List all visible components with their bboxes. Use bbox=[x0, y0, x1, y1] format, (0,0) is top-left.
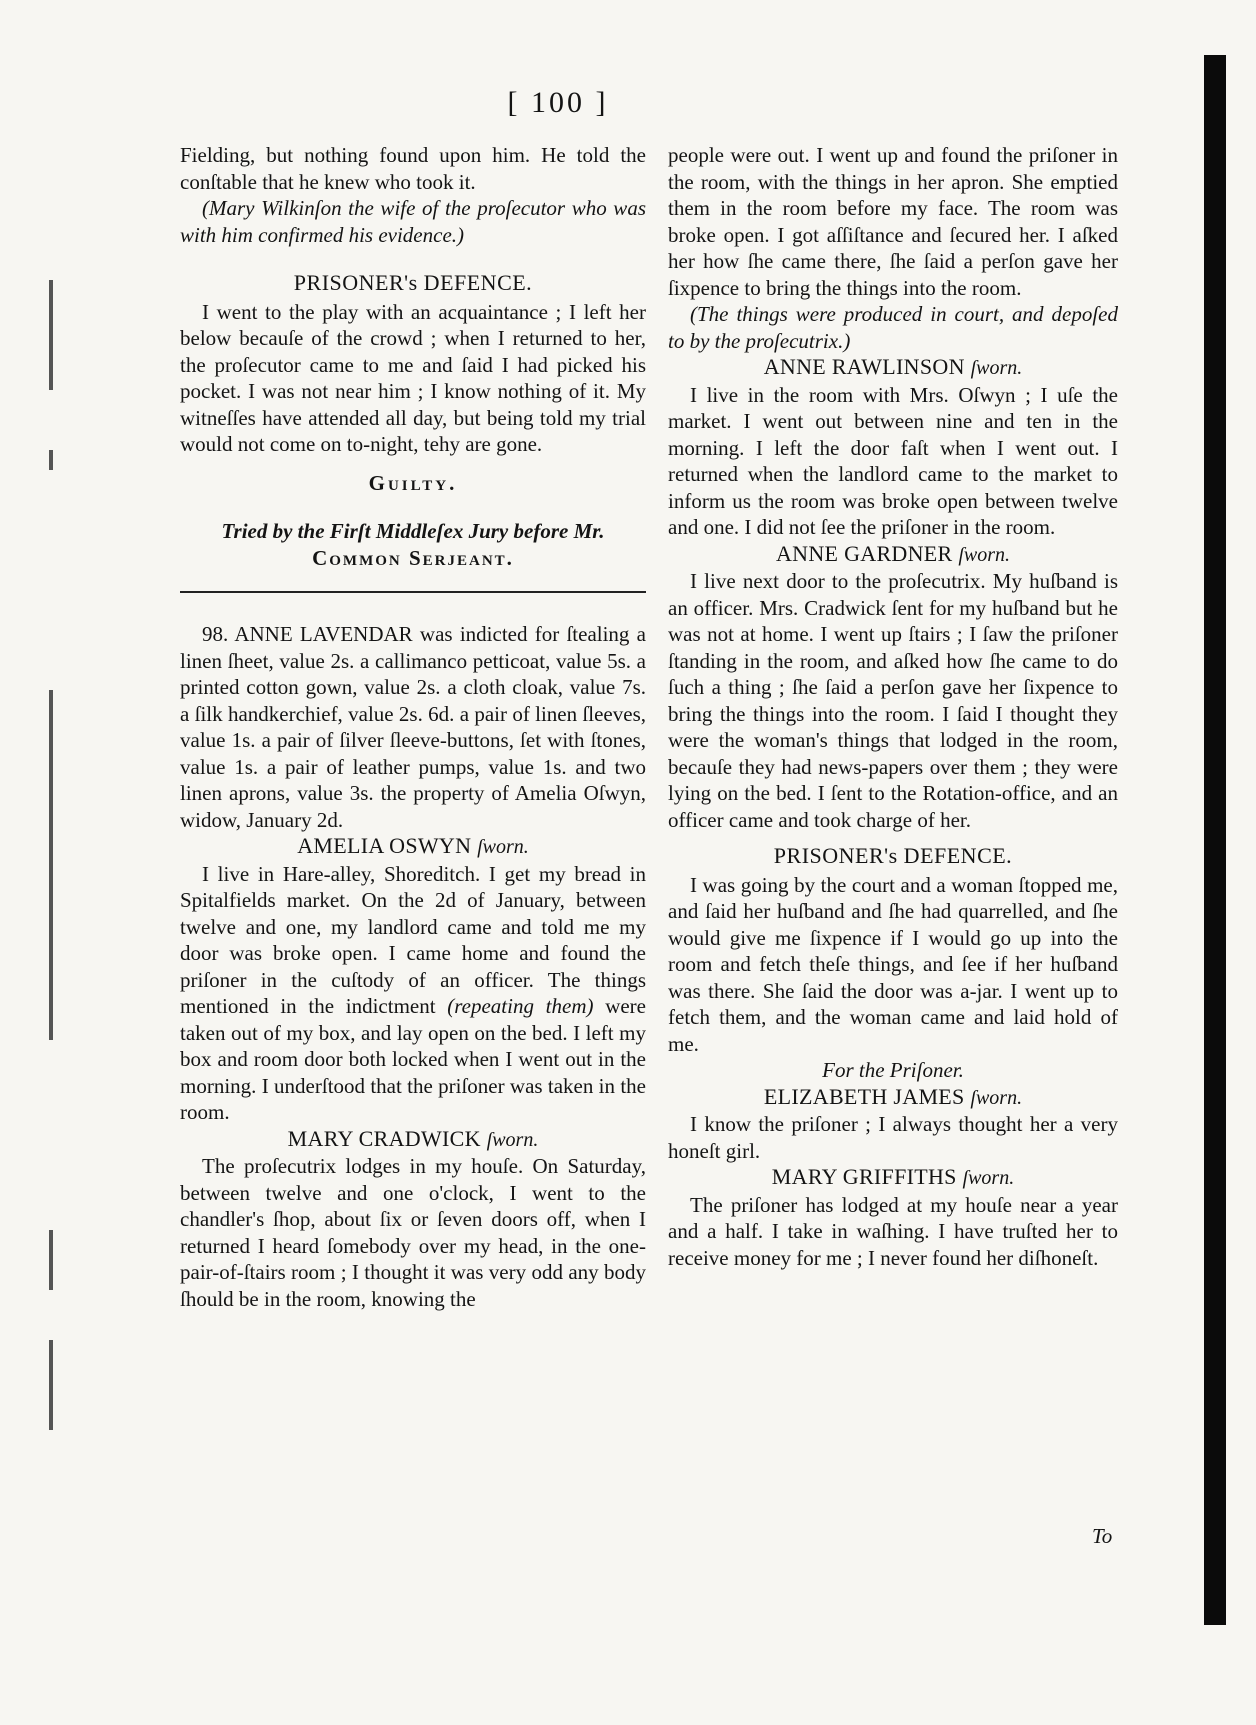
sworn-label: ſworn. bbox=[958, 543, 1011, 566]
for-prisoner-label: For the Priſoner. bbox=[822, 1058, 964, 1082]
sworn-label: ſworn. bbox=[486, 1128, 539, 1151]
verdict: Guilty. bbox=[368, 470, 458, 495]
witness-heading bbox=[668, 1084, 1118, 1112]
witness-heading bbox=[180, 833, 646, 861]
witness-name: MARY CRADWICK bbox=[287, 1125, 481, 1151]
paragraph: I was going by the court and a woman ſtopped me, and ſaid her huſband and ſhe had quarrelled, and ſhe would give me ſixpence if I would go up into the room and fetch theſe things, and ſee if her huſband was there. She ſaid the door was a-jar. I went up to fetch them, and the woman came and laid hold of me. bbox=[668, 872, 1118, 1056]
italic-note: (The things were produced in court, and depoſed to by the proſecutrix.) bbox=[668, 302, 1118, 353]
jury-line: Common Serjeant. bbox=[312, 545, 514, 570]
witness-name: ANNE GARDNER bbox=[775, 540, 953, 566]
paragraph: I live next door to the proſecutrix. My huſband is an officer. Mrs. Cradwick ſent for my huſband but he was not at home. I went up ſtairs ; I ſaw the priſoner ſtanding in the room, and aſked how ſhe came to do ſuch a thing ; ſhe ſaid a perſon gave her ſixpence to bring the things into the room. I ſaid I thought they were the woman's things that lodged in the room, becauſe they had news-papers over them ; they were lying on the bed. I ſent to the Rotation-office, and an officer came and took charge of her. bbox=[668, 569, 1118, 832]
jury-line: Tried by the Firſt Middleſex Jury before Mr. bbox=[221, 519, 605, 543]
paragraph bbox=[180, 861, 646, 1126]
paragraph: I know the priſoner ; I always thought her a very honeſt girl. bbox=[668, 1112, 1118, 1163]
indictment-paragraph: 98. ANNE LAVENDAR was indicted for ſtealing a linen ſheet, value 2s. a callimanco petticoat, value 5s. a printed cotton gown, value 2s. a cloth cloak, value 7s. a ſilk handkerchief, value 2s. 6d. a pair of linen ſleeves, value 1s. a pair of ſilver ſleeve-buttons, ſet with ſtones, value 1s. a pair of leather pumps, value 1s. and two linen aprons, value 3s. the property of Amelia Oſwyn, widow, January 2d. bbox=[180, 622, 646, 832]
witness-heading bbox=[180, 1126, 646, 1154]
sworn-label: ſworn. bbox=[970, 357, 1023, 379]
paragraph: The proſecutrix lodges in my houſe. On Saturday, between twelve and one o'clock, I went to the chandler's ſhop, about ſix or ſeven doors off, when I returned I heard ſomebody over my head, in the one-pair-of-ſtairs room ; I thought it was very odd any body ſhould be in the room, knowing the bbox=[180, 1154, 646, 1311]
section-heading: PRISONER's DEFENCE. bbox=[293, 270, 533, 295]
witness-name: ANNE RAWLINSON bbox=[763, 354, 965, 379]
left-column bbox=[180, 142, 646, 1312]
text-run: I live in Hare-alley, Shoreditch. I get my bread in Spitalfields market. On the 2d of January, between twelve and one, my landlord came and told me my door was broke open. I came home and found the priſoner in the cuſtody of an officer. The things mentioned in the indictment bbox=[180, 861, 646, 1018]
paragraph: Fielding, but nothing found upon him. He told the conſtable that he knew who took it. bbox=[180, 143, 646, 194]
witness-name: AMELIA OSWYN bbox=[297, 833, 472, 858]
witness-heading bbox=[668, 541, 1118, 569]
section-rule bbox=[180, 591, 646, 593]
witness-heading bbox=[668, 1164, 1118, 1192]
paragraph: I went to the play with an acquaintance ; I left her below becauſe of the crowd ; when I returned to her, the proſecutor came to me and ſaid I had picked his pocket. I was not near him ; I know nothing of it. My witneſſes have attended all day, but being told my trial would not come on to-night, tehy are gone. bbox=[180, 299, 646, 456]
italic-note: (Mary Wilkinſon the wife of the proſecutor who was with him confirmed his evidence.) bbox=[180, 196, 646, 247]
witness-heading bbox=[668, 354, 1118, 382]
page-number: [ 100 ] bbox=[507, 86, 609, 119]
text-run: were taken out of my box, and lay open on the bed. I left my box and room door both locked when I went out in the morning. I underſtood that the priſoner was taken in the room. bbox=[180, 994, 646, 1124]
sworn-label: ſworn. bbox=[970, 1086, 1023, 1109]
paragraph: I live in the room with Mrs. Oſwyn ; I uſe the market. I went out between nine and ten in the morning. I left the door faſt when I went out. I returned when the landlord came to the market to inform us the room was broke open between twelve and one. I did not ſee the priſoner in the room. bbox=[668, 382, 1118, 539]
sworn-label: ſworn. bbox=[477, 836, 529, 858]
witness-name: MARY GRIFFITHS bbox=[771, 1164, 957, 1189]
right-column bbox=[668, 142, 1118, 1271]
italic-run: (repeating them) bbox=[447, 994, 594, 1018]
sworn-label: ſworn. bbox=[962, 1167, 1015, 1189]
paragraph: people were out. I went up and found the priſoner in the room, with the things in her apron. She emptied them in the room before my face. The room was broke open. I got aſſiſtance and ſecured her. I aſked her how ſhe came there, ſhe ſaid a perſon gave her ſixpence to bring the things into the room. bbox=[668, 143, 1118, 300]
paragraph: The priſoner has lodged at my houſe near a year and a half. I take in waſhing. I have truſted her to receive money for me ; I never found her diſhoneſt. bbox=[668, 1192, 1118, 1270]
margin-speckles bbox=[45, 130, 59, 1630]
scan-edge-shadow bbox=[1204, 55, 1226, 1625]
section-heading: PRISONER's DEFENCE. bbox=[773, 843, 1013, 868]
witness-name: ELIZABETH JAMES bbox=[763, 1083, 965, 1109]
catchword: To bbox=[1092, 1524, 1113, 1548]
